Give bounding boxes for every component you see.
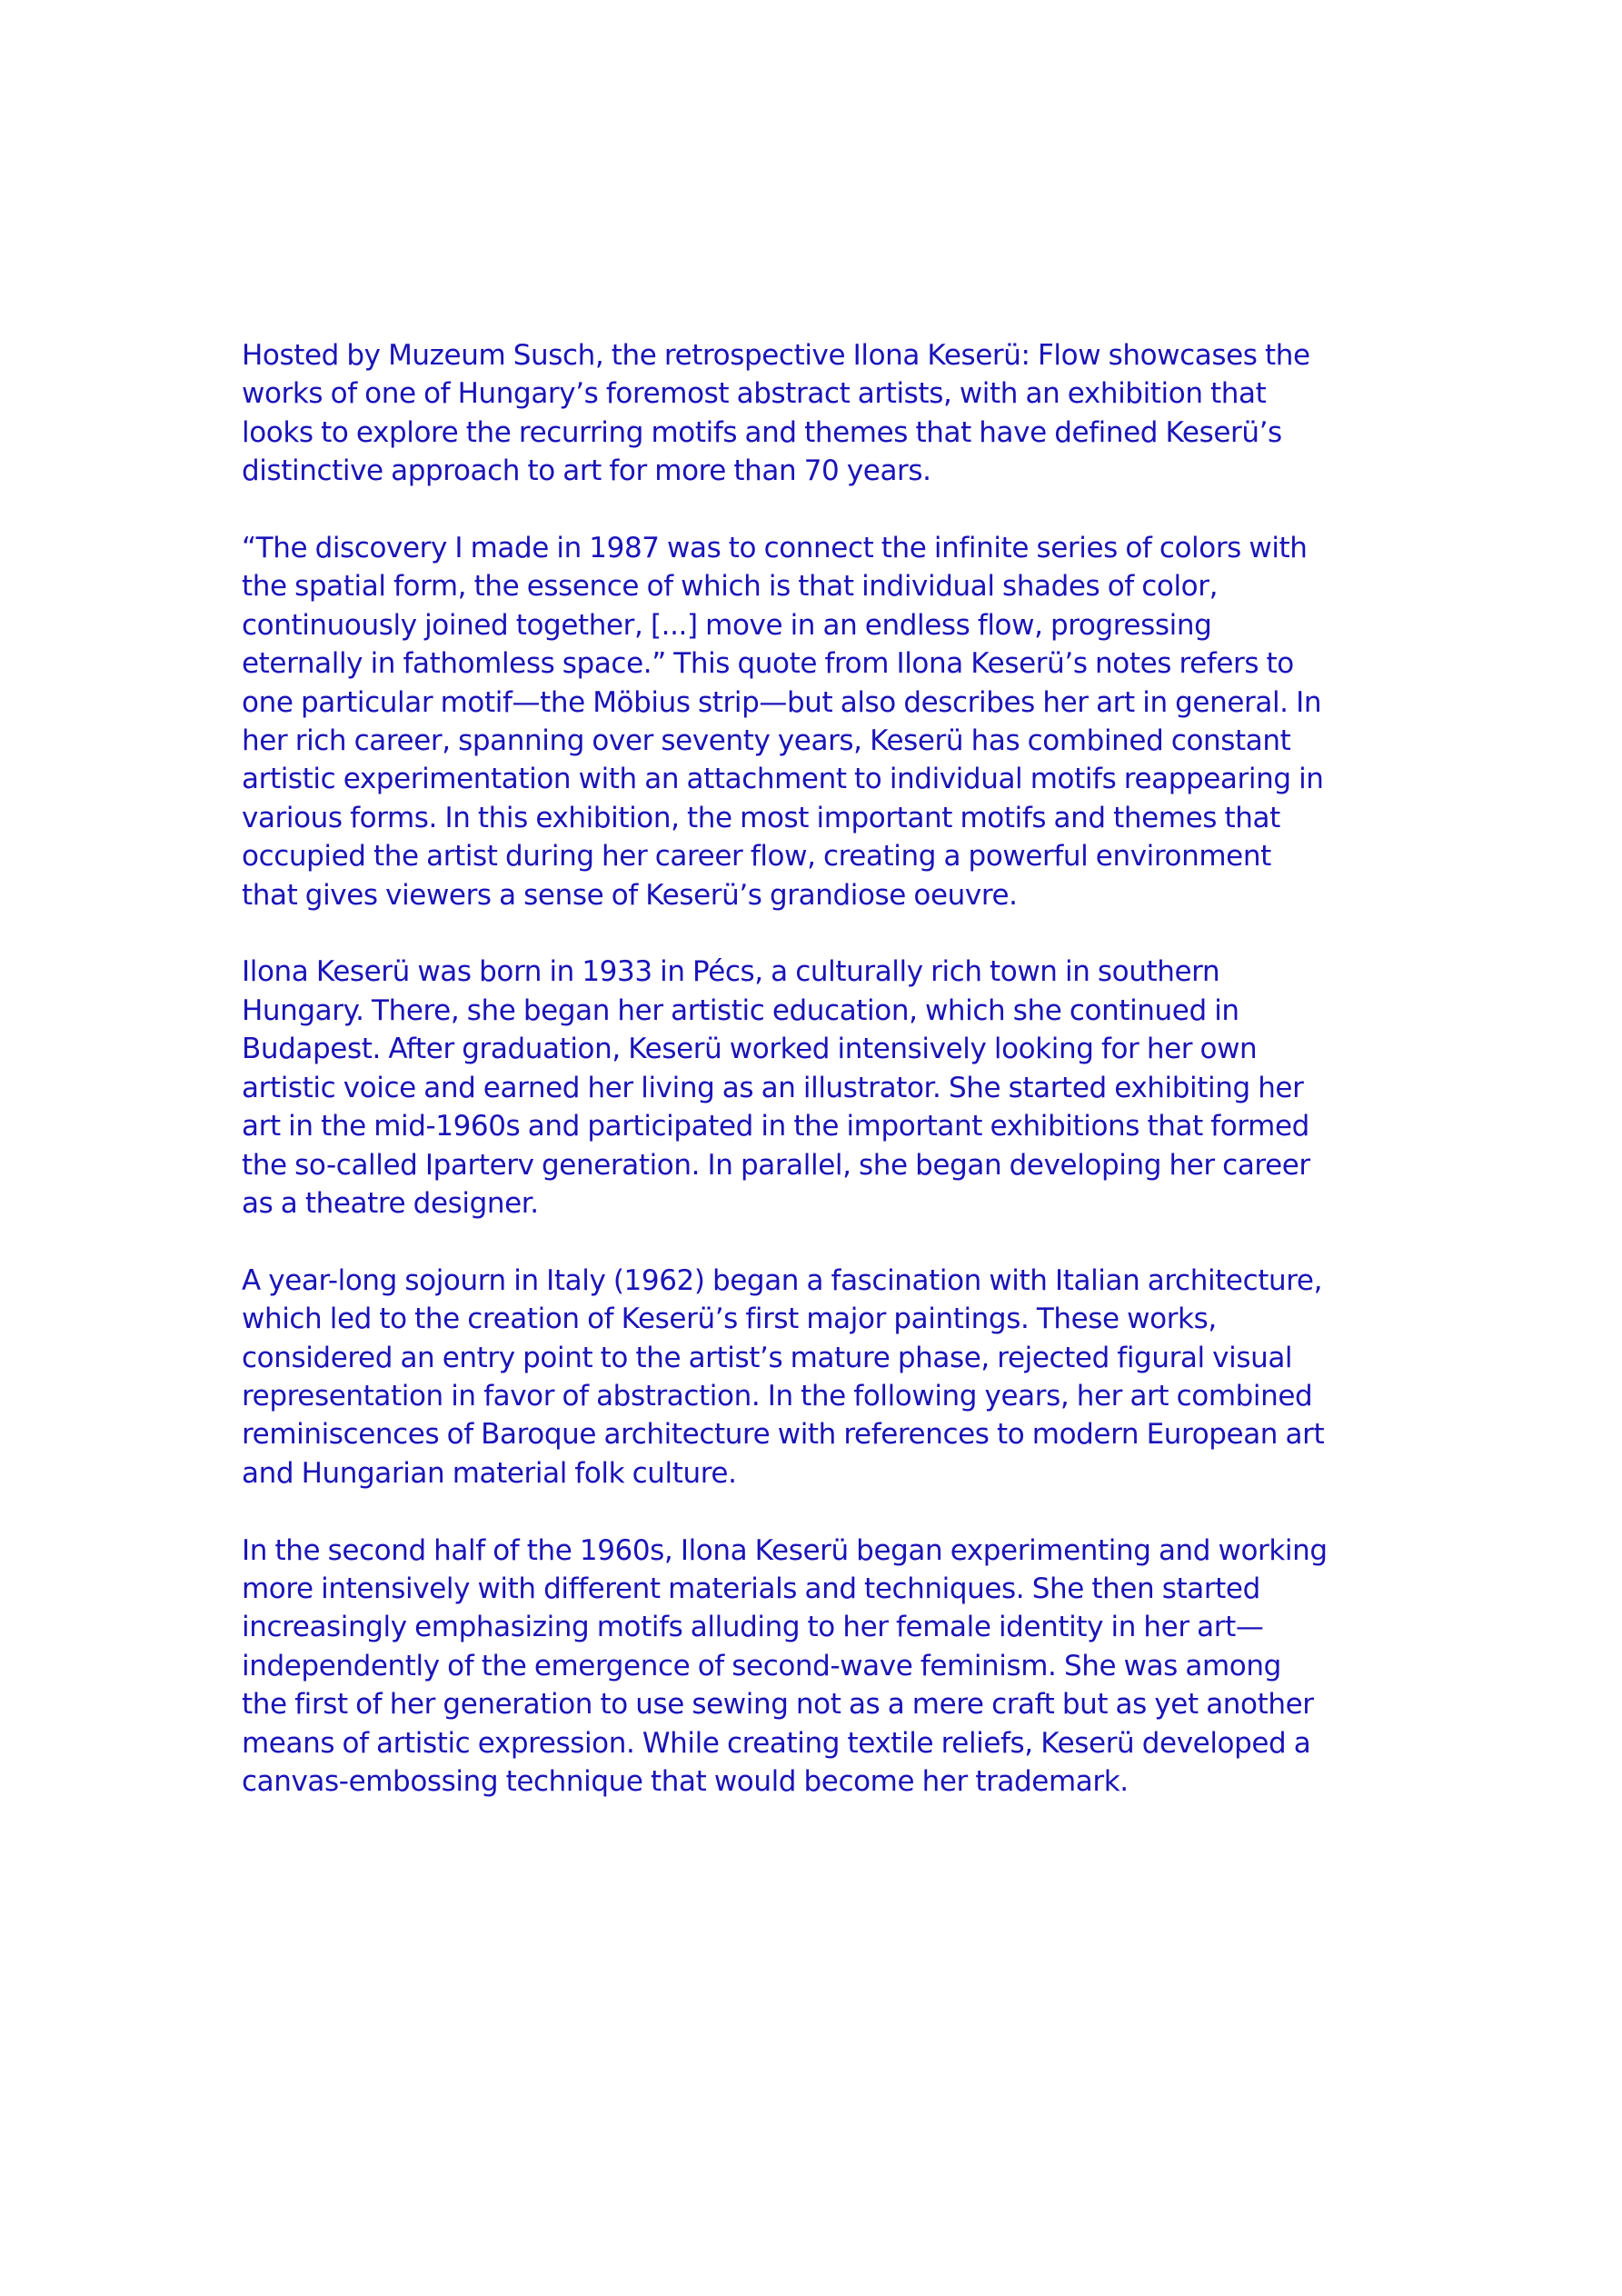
text-line: reminiscences of Baroque architecture with references to modern European art bbox=[242, 1418, 1325, 1452]
text-line: In the second half of the 1960s, Ilona Keserü began experimenting and working bbox=[242, 1533, 1328, 1567]
text-line: Ilona Keserü was born in 1933 in Pécs, a culturally rich town in southern bbox=[242, 955, 1220, 989]
text-line: artistic voice and earned her living as an illustrator. She started exhibiting her bbox=[242, 1071, 1304, 1104]
text-line: canvas-embossing technique that would become her trademark. bbox=[242, 1764, 1129, 1798]
text-line: looks to explore the recurring motifs and themes that have defined Keserü’s bbox=[242, 415, 1282, 449]
paragraph-intro bbox=[242, 336, 1414, 491]
paragraph-biography bbox=[242, 953, 1414, 1223]
text-line: which led to the creation of Keserü’s first major paintings. These works, bbox=[242, 1303, 1217, 1336]
text-line: Budapest. After graduation, Keserü worked intensively looking for her own bbox=[242, 1033, 1258, 1066]
text-line: eternally in fathomless space.” This quote from Ilona Keserü’s notes refers to bbox=[242, 647, 1294, 681]
text-line: one particular motif—the Möbius strip—but also describes her art in general. In bbox=[242, 685, 1322, 719]
text-line: various forms. In this exhibition, the most important motifs and themes that bbox=[242, 801, 1280, 834]
text-line: increasingly emphasizing motifs alluding to her female identity in her art— bbox=[242, 1611, 1264, 1644]
paragraph-italy bbox=[242, 1262, 1414, 1492]
text-line: the first of her generation to use sewing not as a mere craft but as yet another bbox=[242, 1688, 1314, 1722]
text-line: independently of the emergence of second-wave feminism. She was among bbox=[242, 1649, 1281, 1682]
text-line: Hosted by Muzeum Susch, the retrospective Ilona Keserü: Flow showcases the bbox=[242, 339, 1310, 372]
text-line: that gives viewers a sense of Keserü’s grandiose oeuvre. bbox=[242, 878, 1018, 912]
text-line: as a theatre designer. bbox=[242, 1186, 539, 1220]
body-text bbox=[242, 336, 1414, 1801]
text-line: art in the mid-1960s and participated in the important exhibitions that formed bbox=[242, 1110, 1309, 1143]
text-line: works of one of Hungary’s foremost abstract artists, with an exhibition that bbox=[242, 377, 1267, 411]
paragraph-quote bbox=[242, 529, 1414, 914]
text-line: and Hungarian material folk culture. bbox=[242, 1456, 737, 1490]
text-line: artistic experimentation with an attachment to individual motifs reappearing in bbox=[242, 763, 1324, 796]
paragraph-materials bbox=[242, 1532, 1414, 1802]
text-line: the so-called Iparterv generation. In parallel, she began developing her career bbox=[242, 1148, 1310, 1182]
text-line: her rich career, spanning over seventy years, Keserü has combined constant bbox=[242, 724, 1291, 758]
text-line: representation in favor of abstraction. In the following years, her art combined bbox=[242, 1379, 1313, 1413]
text-line: occupied the artist during her career flow, creating a powerful environment bbox=[242, 840, 1271, 873]
text-line: continuously joined together, [...] move in an endless flow, progressing bbox=[242, 608, 1212, 642]
text-line: A year-long sojourn in Italy (1962) began a fascination with Italian architecture, bbox=[242, 1263, 1323, 1297]
text-line: considered an entry point to the artist’s mature phase, rejected figural visual bbox=[242, 1341, 1293, 1374]
text-line: the spatial form, the essence of which is that individual shades of color, bbox=[242, 570, 1219, 604]
text-line: distinctive approach to art for more than 70 years. bbox=[242, 454, 931, 488]
text-line: “The discovery I made in 1987 was to connect the infinite series of colors with bbox=[242, 532, 1308, 565]
text-line: more intensively with different materials and techniques. She then started bbox=[242, 1572, 1260, 1605]
text-line: means of artistic expression. While creating textile reliefs, Keserü developed a bbox=[242, 1726, 1311, 1760]
text-line: Hungary. There, she began her artistic education, which she continued in bbox=[242, 993, 1239, 1027]
